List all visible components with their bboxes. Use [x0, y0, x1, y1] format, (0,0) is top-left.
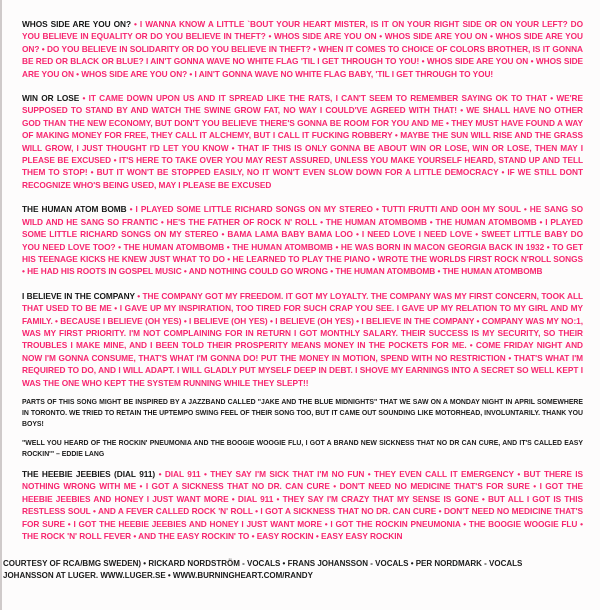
- song-title: WHOS SIDE ARE YOU ON?: [22, 19, 132, 29]
- song-title: I BELIEVE IN THE COMPANY: [22, 290, 135, 301]
- song-heebie-jeebies: [22, 468, 583, 542]
- song-title: THE HUMAN ATOM BOMB: [22, 204, 127, 215]
- page-edge: [0, 0, 2, 610]
- song-i-believe-in-the-company: [22, 290, 583, 389]
- song-title: WIN OR LOSE: [22, 93, 80, 104]
- credits-line: COURTESY OF RCA/BMG SWEDEN) • RICKARD NORDSTRÖM - VOCALS • FRANS JOHANSSON - VOCALS • PER NORDMARK - VOCALS: [3, 559, 523, 568]
- song-lyrics: • THE COMPANY GOT MY FREEDOM. IT GOT MY LOYALTY. THE COMPANY WAS MY FIRST CONCERN, TOOK ALL THAT USED TO BE ME • I GAVE UP MY INSPIRATION, TOO TIRED FOR SUCH CRAP YOU SEE. I GAVE UP MY RELATION TO MY GIRL AND MY FAMILY. • BECAUSE I BELIEVE (OH YES) • I BELIEVE (OH YES) • I BELIEVE (OH YES) • I BELIEVE IN THE COMPANY • COMPANY WAS MY NO:1, WAS MY FIRST PRIORITY. I'M NOT COMPLAINING FOR IN RETURN I GOT MONTHLY SALARY. THEIR SUCCESS IS MY SECURITY, SO THEIR TROUBLES I MAKE MINE, AND I BEEN TOLD THEIR PROSPERITY MEANS MONEY IN THE POCKETS FOR ME. • COME FRIDAY NIGHT AND NOW I'M GONNA CONSUME, THAT'S WHAT I'M GONNA DO! PUT THE MONEY IN MOTION, SPEND WITH NO RESTRICTION • THAT'S WHAT I'M REQUIRED TO DO, AND I WILL ADAPT. I WILL GLADLY PUT MYSELF DEEP IN DEBT. I SHOVE MY EARNINGS INTO A SECRET SO WELL KEPT I WAS THE ONE WHO KEPT THE SYSTEM RUNNING WHILE THEY SLEPT!!: [22, 290, 583, 388]
- credits-footer: [3, 544, 593, 582]
- song-note: PARTS OF THIS SONG MIGHT BE INSPIRED BY A JAZZBAND CALLED "JAKE AND THE BLUE MIDNIGHTS" THAT WE SAW ON A MONDAY NIGHT IN APRIL SOMEWHERE IN TORONTO. WE TRIED TO RETAIN THE UPTEMPO SWING FEEL OF THEIR SONG TOO, BUT IT CAME OUT SOUNDING LIKE MOTORHEAD, INVOLUNTARILY. THANK YOU BOYS!: [22, 398, 583, 428]
- song-lyrics: • I PLAYED SOME LITTLE RICHARD SONGS ON MY STEREO • TUTTI FRUTTI AND OOH MY SOUL • HE SANG SO WILD AND HE SANG SO FRANTIC • HE'S THE FATHER OF ROCK N' ROLL • THE HUMAN ATOMBOMB • THE HUMAN ATOMBOMB • I PLAYED SOME LITTLE RICHARD SONGS ON MY STEREO • BAMA LAMA BABY BAMA LOO • I NEED LOVE I NEED LOVE • SWEET LITTLE BABY DO YOU NEED LOVE TOO? • THE HUMAN ATOMBOMB • THE HUMAN ATOMBOMB • HE WAS BORN IN MACON GEORGIA BACK IN 1932 • TO GET HIS TEENAGE KICKS HE KNEW JUST WHAT TO DO • HE LEARNED TO PLAY THE PIANO • WROTE THE WORLDS FIRST ROCK N'ROLL SONGS • HE HAD HIS ROOTS IN GOSPEL MUSIC • AND NOTHING COULD GO WRONG • THE HUMAN ATOMBOMB • THE HUMAN ATOMBOMB: [22, 204, 583, 277]
- song-lyrics: • IT CAME DOWN UPON US AND IT SPREAD LIKE THE RATS, I CAN'T SEEM TO REMEMBER SAYING OK TO THAT • WE'RE SUPPOSED TO STAND BY AND WATCH THE SWINE GROW FAT, NO WAY I COULD'VE AGREED WITH THAT! • WE SHALL HAVE NO OTHER GOD THAN THE NEW ECONOMY, BUT DON'T YOU BELIEVE THERE'S GONNA BE ROOM FOR YOU AND ME • THEY MUST HAVE FOUND A WAY OF MAKING MONEY FOR FREE, THEY CALL IT ALCHEMY, BUT I CALL IT FUCKING ROBBERY • MAYBE THE SUN WILL RISE AND THE GRASS WILL GROW, I JUST THOUGHT I'D LET YOU KNOW • THAT IF THIS IS ONLY GONNA BE ABOUT WIN OR LOSE, WIN OR LOSE, THEN MAY I PLEASE BE EXCUSED • IT'S HERE TO TAKE OVER YOU MAY REST ASSURED, UNLESS YOU MAKE YOURSELF HEARD, STAND UP AND TELL THEM TO STOP! • BUT IT WON'T BE STOPPED EASILY, NO IT WON'T EVEN SLOW DOWN FOR A LITTLE DEMOCRACY • IF WE STILL DONT RECOGNIZE WHO'S BEING USED, MAY I PLEASE BE EXCUSED: [22, 93, 583, 190]
- song-quote: "WELL YOU HEARD OF THE ROCKIN' PNEUMONIA AND THE BOOGIE WOOGIE FLU, I GOT A BRAND NEW SICKNESS THAT NO DR CAN CURE, AND IT'S CALLED EASY ROCKIN'" – EDDIE LANG: [22, 439, 583, 458]
- song-lyrics: • DIAL 911 • THEY SAY I'M SICK THAT I'M NO FUN • THEY EVEN CALL IT EMERGENCY • BUT THERE IS NOTHING WRONG WITH ME • I GOT A SICKNESS THAT NO DR. CAN CURE • DON'T NEED NO MEDICINE THAT'S FOR SURE • I GOT THE HEEBIE JEEBIES AND HONEY I JUST WANT MORE • DIAL 911 • THEY SAY I'M CRAZY THAT MY SENSE IS GONE • BUT ALL I GOT IS THIS RESTLESS SOUL • AND A FEVER CALLED ROCK 'N' ROLL • I GOT A SICKNESS THAT NO DR. CAN CURE • DON'T NEED NO MEDICINE THAT'S FOR SURE • I GOT THE HEEBIE JEEBIES AND HONEY I JUST WANT MORE • I GOT THE ROCKIN PNEUMONIA • THE BOOGIE WOOGIE FLU • THE ROCK 'N' ROLL FEVER • AND THE EASY ROCKIN' TO • EASY ROCKIN • EASY EASY ROCKIN: [22, 468, 583, 541]
- song-win-or-lose: [22, 92, 583, 191]
- song-title: THE HEEBIE JEEBIES (DIAL 911): [22, 468, 156, 479]
- credits-line: JOHANSSON AT LUGER. WWW.LUGER.SE • WWW.BURNINGHEART.COM/RANDY: [3, 571, 313, 580]
- song-whos-side: [22, 18, 583, 80]
- song-lyrics: • I WANNA KNOW A LITTLE `BOUT YOUR HEART MISTER, IS IT ON YOUR RIGHT SIDE OR ON YOUR LEFT? DO YOU BELIEVE IN EQUALITY OR DO YOU BELIEVE IN THEFT? • WHOS SIDE ARE YOU ON • WHOS SIDE ARE YOU ON • WHOS SIDE ARE YOU ON? • DO YOU BELIEVE IN SOLIDARITY OR DO YOU BELIEVE IN THEFT? • WHEN IT COMES TO CHOICE OF COLORS BROTHER, IS IT GONNA BE RED OR BLACK OR BLUE? I AIN'T GONNA WAVE NO WHITE FLAG 'TIL I GET THROUGH TO YOU! • WHOS SIDE ARE YOU ON • WHOS SIDE ARE YOU ON • WHOS SIDE ARE YOU ON? • I AIN'T GONNA WAVE NO WHITE FLAG BABY, 'TIL I GET THROUGH TO YOU!: [22, 19, 583, 79]
- song-human-atom-bomb: [22, 203, 583, 277]
